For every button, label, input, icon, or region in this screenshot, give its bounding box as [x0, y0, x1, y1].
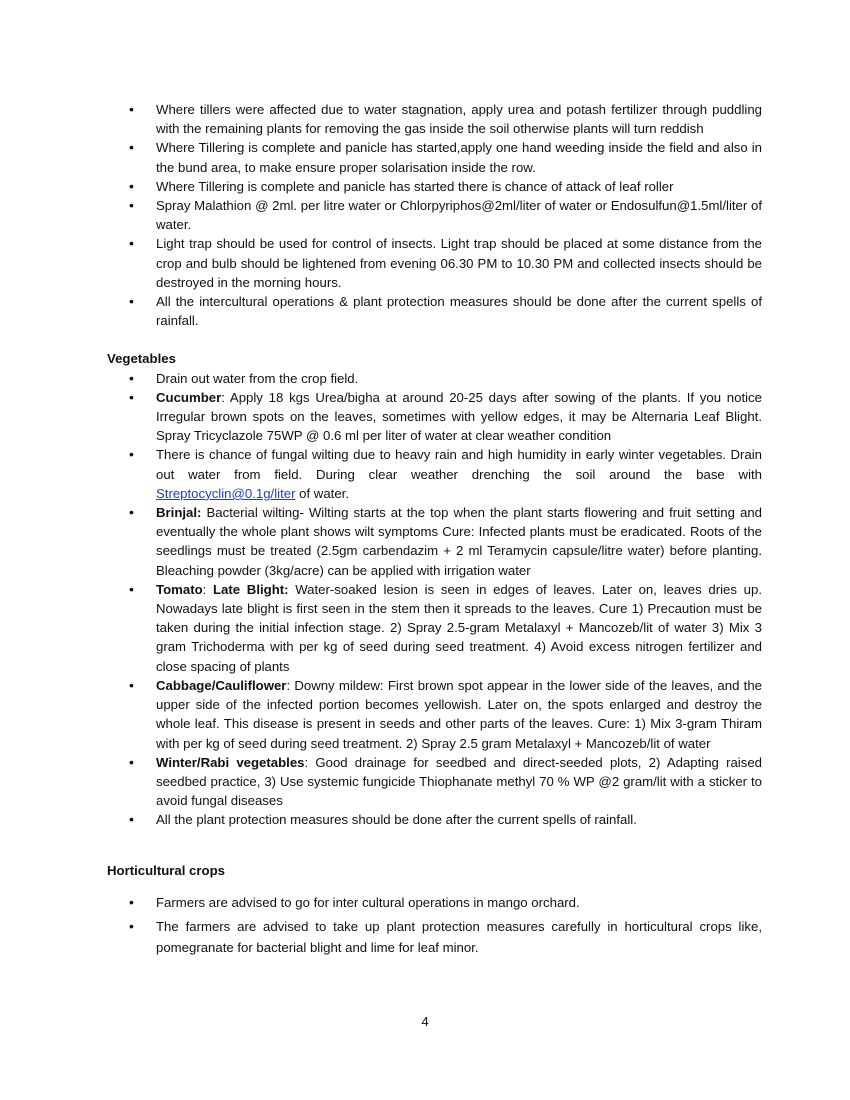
list-item: • Farmers are advised to go for inter cultural operations in mango orchard. [107, 893, 762, 912]
rice-advisory-list [107, 100, 762, 330]
page-content [107, 100, 762, 961]
list-item: • Where Tillering is complete and panicle has started,apply one hand weeding inside the field and also in the bund area, to make ensure proper solarisation inside the row. [107, 138, 762, 176]
list-item: • Light trap should be used for control of insects. Light trap should be placed at some distance from the crop and bulb should be lightened from evening 06.30 PM to 10.30 PM and collected insects should be destroyed in the morning hours. [107, 234, 762, 292]
horticulture-list [107, 893, 762, 958]
streptocyclin-link[interactable]: Streptocyclin@0.1g/liter [156, 485, 296, 501]
list-item [107, 753, 762, 811]
list-item: • Drain out water from the crop field. [107, 369, 762, 388]
cucumber-label: Cucumber [156, 389, 222, 405]
list-item: • Spray Malathion @ 2ml. per litre water or Chlorpyriphos@2ml/liter of water or Endosulfun@1.5ml/liter of water. [107, 196, 762, 234]
list-item [107, 503, 762, 580]
list-item: • All the intercultural operations & plant protection measures should be done after the current spells of rainfall. [107, 292, 762, 330]
fungal-text: There is chance of fungal wilting due to heavy rain and high humidity in early winter vegetables. Drain out water from field. During clear weather drenching the soil around the base with [156, 447, 762, 482]
fungal-tail: of water. [295, 485, 349, 501]
page-number: 4 [421, 1014, 429, 1029]
list-item: • The farmers are advised to take up plant protection measures carefully in horticultural crops like, pomegranate for bacterial blight and lime for leaf minor. [107, 916, 762, 958]
cucumber-text: : Apply 18 kgs Urea/bigha at around 20-25 days after sowing of the plants. If you notice Irregular brown spots on the leaves, sometimes with yellow edges, it may be Alternaria Leaf Blight. Spray Tricyclazole 75WP @ 0.6 ml per liter of water at clear weather condition [156, 389, 762, 444]
tomato-label: Tomato [156, 581, 203, 597]
list-item [107, 388, 762, 446]
list-item: • All the plant protection measures should be done after the current spells of rainfall. [107, 810, 762, 829]
list-item [107, 580, 762, 676]
brinjal-label: Brinjal: [156, 505, 202, 521]
brinjal-text: Bacterial wilting- Wilting starts at the top when the plant starts flowering and fruit setting and eventually the whole plant shows wilt symptoms Cure: Infected plants must be eradicated. Roots of the seedlings must be treated (2.5gm carbendazim + 2 ml Teramycin capsule/litre water) before planting. Bleaching powder (3kg/acre) can be applied with irrigation water [156, 505, 762, 578]
vegetables-list [107, 369, 762, 830]
horticulture-heading: Horticultural crops [107, 862, 225, 878]
list-item [107, 676, 762, 753]
cabbage-text: : Downy mildew: First brown spot appear in the lower side of the leaves, and the upper side of the infected portion becomes yellowish. Later on, the spots enlarged and destroy the whole leaf. This disease is present in seeds and other parts of the leaves. Cure: 1) Mix 3-gram Thiram with per kg of seed during seed treatment. 2) Spray 2.5 gram Metalaxyl + Mancozeb/lit of water [156, 677, 762, 751]
vegetables-heading: Vegetables [107, 351, 176, 367]
winter-text: : Good drainage for seedbed and direct-seeded plots, 2) Adapting raised seedbed practice, 3) Use systemic fungicide Thiophanate methyl 70 % WP @2 gram/lit with a sticker to avoid fungal diseases [156, 754, 762, 809]
list-item: • Where Tillering is complete and panicle has started there is chance of attack of leaf roller [107, 177, 762, 196]
tomato-text: Water-soaked lesion is seen in edges of leaves. Later on, leaves dries up. Nowadays late blight is first seen in the stem then it spreads to the leaves. Cure 1) Precaution must be taken during the initial infection stage. 2) Spray 2.5-gram Metalaxyl + Mancozeb/lit of water 3) Mix 3 gram Trichoderma with per kg of seed during seed treatment. 4) Avoid excess nitrogen fertilizer and close spacing of plants [156, 581, 762, 674]
tomato-separator: : [202, 581, 213, 597]
winter-label: Winter/Rabi vegetables [156, 754, 305, 770]
tomato-sublabel: Late Blight: [213, 581, 289, 597]
cabbage-label: Cabbage/Cauliflower [156, 677, 287, 693]
list-item: • Where tillers were affected due to water stagnation, apply urea and potash fertilizer through puddling with the remaining plants for removing the gas inside the soil otherwise plants will turn reddish [107, 100, 762, 138]
list-item [107, 445, 762, 503]
